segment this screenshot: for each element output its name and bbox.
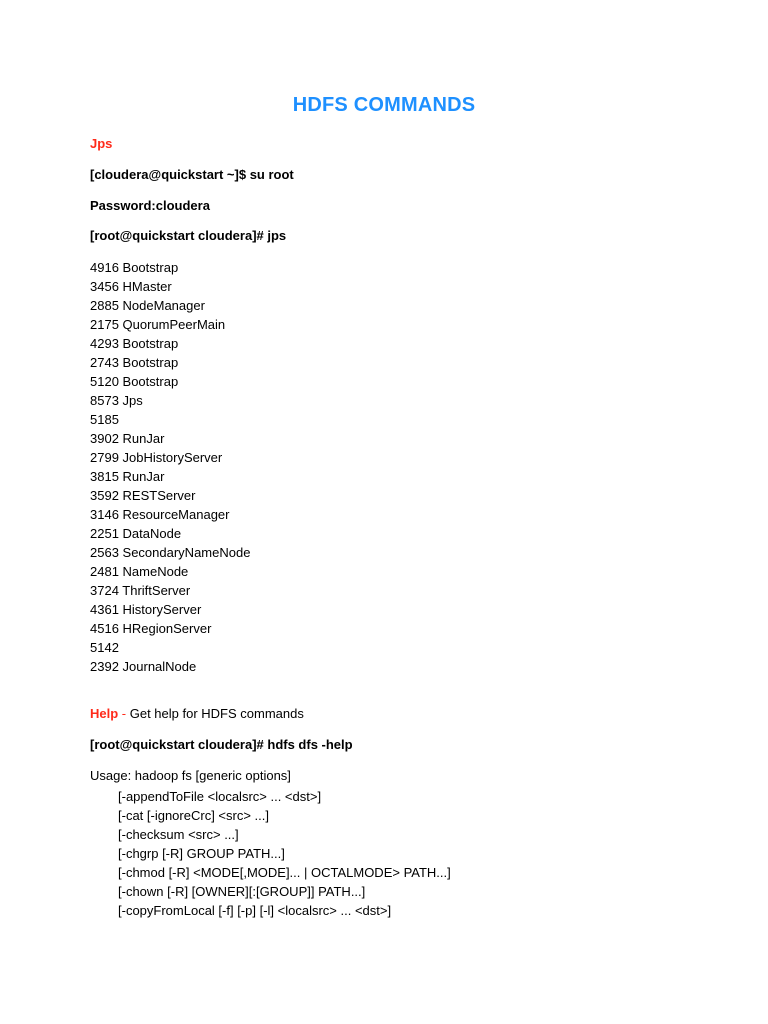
help-description: Get help for HDFS commands	[129, 706, 304, 721]
jps-heading: Jps	[90, 136, 113, 151]
process-line: 2392 JournalNode	[90, 659, 197, 674]
process-line: 2175 QuorumPeerMain	[90, 317, 226, 332]
process-line: 2563 SecondaryNameNode	[90, 545, 251, 560]
process-line: 2799 JobHistoryServer	[90, 450, 223, 465]
process-line: 3815 RunJar	[90, 469, 165, 484]
option-line: [-cat [-ignoreCrc] <src> ...]	[118, 808, 269, 823]
help-options-list	[118, 787, 451, 920]
jps-process-list	[90, 258, 250, 676]
option-line: [-chmod [-R] <MODE[,MODE]... | OCTALMODE> PATH...]	[118, 865, 451, 880]
process-line: 3456 HMaster	[90, 279, 172, 294]
command-jps: [root@quickstart cloudera]# jps	[90, 228, 287, 243]
command-su-root: [cloudera@quickstart ~]$ su root	[90, 167, 294, 182]
process-line: 2743 Bootstrap	[90, 355, 179, 370]
process-line: 4916 Bootstrap	[90, 260, 179, 275]
option-line: [-chown [-R] [OWNER][:[GROUP]] PATH...]	[118, 884, 366, 899]
process-line: 3724 ThriftServer	[90, 583, 191, 598]
option-line: [-copyFromLocal [-f] [-p] [-l] <localsrc> ... <dst>]	[118, 903, 392, 918]
process-line: 5120 Bootstrap	[90, 374, 179, 389]
password-line: Password:cloudera	[90, 198, 210, 213]
process-line: 2251 DataNode	[90, 526, 182, 541]
process-line: 5185	[90, 412, 119, 427]
option-line: [-appendToFile <localsrc> ... <dst>]	[118, 789, 322, 804]
process-line: 5142	[90, 640, 119, 655]
process-line: 8573 Jps	[90, 393, 143, 408]
usage-line: Usage: hadoop fs [generic options]	[90, 768, 291, 783]
process-line: 3902 RunJar	[90, 431, 165, 446]
help-separator: -	[118, 706, 130, 721]
process-line: 4516 HRegionServer	[90, 621, 212, 636]
option-line: [-chgrp [-R] GROUP PATH...]	[118, 846, 285, 861]
command-hdfs-help: [root@quickstart cloudera]# hdfs dfs -help	[90, 737, 353, 752]
process-line: 2885 NodeManager	[90, 298, 205, 313]
process-line: 2481 NameNode	[90, 564, 189, 579]
option-line: [-checksum <src> ...]	[118, 827, 239, 842]
process-line: 3592 RESTServer	[90, 488, 196, 503]
process-line: 4293 Bootstrap	[90, 336, 179, 351]
help-heading: Help	[90, 706, 119, 721]
help-heading-line	[90, 706, 304, 721]
document-title: HDFS COMMANDS	[292, 94, 476, 116]
process-line: 4361 HistoryServer	[90, 602, 202, 617]
process-line: 3146 ResourceManager	[90, 507, 230, 522]
